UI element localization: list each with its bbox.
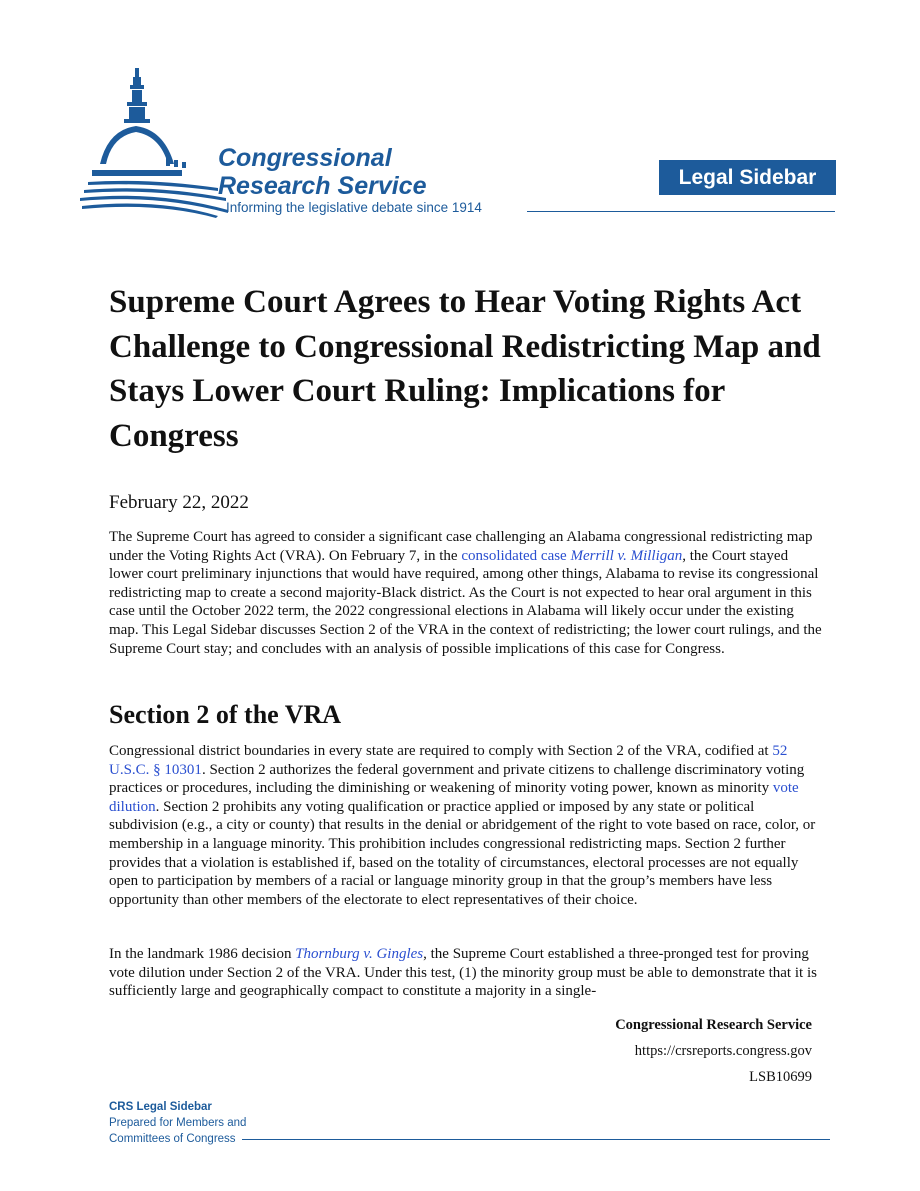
section-heading: Section 2 of the VRA xyxy=(109,700,342,729)
footer-prepared-for xyxy=(109,1099,246,1147)
footer-rule xyxy=(242,1139,830,1140)
crs-wordmark-line1: Congressional xyxy=(218,144,392,172)
footer-citation xyxy=(615,1012,812,1090)
crs-tagline: Informing the legislative debate since 1914 xyxy=(226,200,482,215)
legal-sidebar-badge: Legal Sidebar xyxy=(659,160,836,195)
s1-text-2: . Section 2 authorizes the federal government and private citizens to challenge discriminatory voting practices or procedures, including the diminishing or weakening of minority voting power, known as minority xyxy=(109,761,805,797)
footer-url[interactable]: https://crsreports.congress.gov xyxy=(634,1043,812,1059)
vote-dilution-link[interactable]: vote dilution xyxy=(109,780,799,815)
section-paragraph-2 xyxy=(109,945,824,1001)
section-paragraph-1 xyxy=(109,742,824,909)
thornburg-link-text: Thornburg v. Gingles xyxy=(295,946,424,962)
header-rule xyxy=(527,211,835,212)
publication-date: February 22, 2022 xyxy=(109,492,249,513)
footer-left-line2: Prepared for Members and xyxy=(109,1117,247,1129)
crs-logo xyxy=(78,66,538,226)
case-name-link-text: Merrill v. Milligan xyxy=(570,547,683,564)
consolidated-case-link-text: consolidated case xyxy=(461,547,571,564)
intro-text-2: , the Court stayed lower court preliminary injunctions that would have required, among other things, Alabama to revise its congressional redistricting map to create a second majority-Black district. As the Court is not expected to hear oral argument in this case until the October 2022 term, the 2022 congressional elections in Alabama will likely occur under the existing map. This Legal Sidebar discusses Section 2 of the VRA in the context of redistricting; the lower court rulings, and the Supreme Court stay; and concludes with an analysis of possible implications of this case for Congress. xyxy=(109,547,822,657)
thornburg-link[interactable] xyxy=(295,946,423,962)
s1-text-3: . Section 2 prohibits any voting qualification or practice applied or imposed by any state or political subdivision (e.g., a city or county) that results in the denial or abridgement of the right to vote based on race, color, or membership in a language minority. This prohibition includes congressional redistricting maps. Section 2 further provides that a violation is established if, based on the totality of circumstances, electoral processes are not equally open to participation by members of a racial or language minority group in that the group’s members have less opportunity than other members of the electorate to elect representatives of their choice. xyxy=(109,798,816,908)
s1-text-1: Congressional district boundaries in every state are required to comply with Section 2 of the VRA, codified at xyxy=(109,743,773,759)
crs-wordmark xyxy=(218,144,426,200)
s2-text-1: In the landmark 1986 decision xyxy=(109,946,296,962)
footer-left-line3: Committees of Congress xyxy=(109,1133,236,1145)
intro-text-1: The Supreme Court has agreed to consider a significant case challenging an Alabama congressional redistricting map under the Voting Rights Act (VRA). On February 7, in the xyxy=(109,529,813,564)
document-title: Supreme Court Agrees to Hear Voting Rights Act Challenge to Congressional Redistricting Map and Stays Lower Court Ruling: Implications for Congress xyxy=(109,284,821,454)
crs-wordmark-line2: Research Service xyxy=(218,172,427,200)
s2-text-2: , the Supreme Court established a three-pronged test for proving vote dilution under Section 2 of the VRA. Under this test, (1) the minority group must be able to demonstrate that it is sufficiently large and geographically compact to constitute a majority in a single- xyxy=(109,946,817,1000)
footer-left-title: CRS Legal Sidebar xyxy=(109,1101,212,1113)
footer-org: Congressional Research Service xyxy=(615,1017,812,1033)
consolidated-case-link[interactable] xyxy=(461,548,682,564)
capitol-dome-icon xyxy=(78,66,228,226)
usc-citation-link[interactable]: 52 U.S.C. § 10301 xyxy=(109,743,788,778)
footer-report-id: LSB10699 xyxy=(749,1069,812,1085)
intro-paragraph xyxy=(109,528,824,658)
